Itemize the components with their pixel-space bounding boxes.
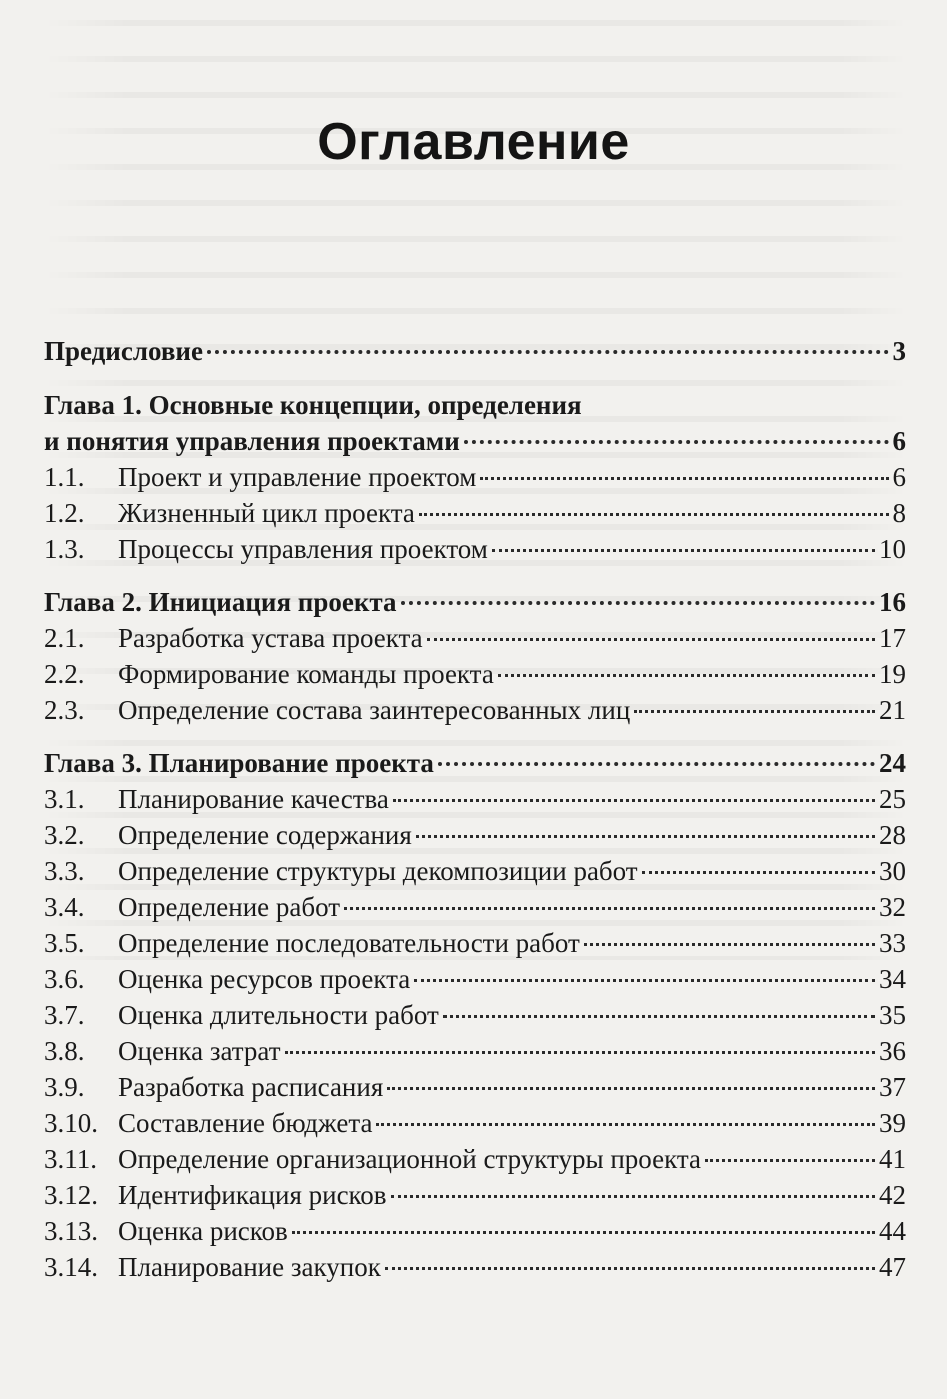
leader-dots	[642, 870, 875, 874]
toc-entry-title: Определение организационной структуры проекта	[118, 1144, 701, 1174]
toc-entry[interactable]	[44, 781, 906, 817]
toc-entry[interactable]	[44, 531, 906, 567]
toc-entry[interactable]	[44, 1033, 906, 1069]
toc-entry-number: 3.14.	[44, 1252, 98, 1282]
leader-dots	[416, 834, 875, 838]
toc-entry-title: Оценка рисков	[118, 1216, 288, 1246]
leader-dots	[464, 439, 889, 444]
toc-entry-number: 3.9.	[44, 1072, 85, 1102]
leader-dots	[387, 1086, 875, 1090]
toc-entry-title: Планирование качества	[118, 784, 389, 814]
toc-entry-title: Определение содержания	[118, 820, 412, 850]
toc-entry-number: 3.2.	[44, 820, 85, 850]
toc-chapter-2[interactable]	[44, 584, 906, 620]
leader-dots	[401, 600, 875, 605]
toc-entry-number: 3.3.	[44, 856, 85, 886]
toc-entry-title: Определение последовательности работ	[118, 928, 580, 958]
toc-entry-page: 42	[879, 1180, 906, 1210]
toc-entry-title: Определение состава заинтересованных лиц	[118, 695, 631, 725]
toc-entry-preface[interactable]	[44, 333, 906, 369]
toc-chapter-title: Глава 3. Планирование проекта	[44, 748, 434, 778]
toc-entry-page: 41	[879, 1144, 906, 1174]
toc-entry-page: 36	[879, 1036, 906, 1066]
toc-entry-title: Процессы управления проектом	[118, 534, 488, 564]
toc-chapter-3[interactable]	[44, 745, 906, 781]
leader-dots	[438, 761, 875, 766]
toc-entry-page: 19	[879, 659, 906, 689]
toc-entry-title: Разработка устава проекта	[118, 623, 423, 653]
toc-entry[interactable]	[44, 997, 906, 1033]
toc-entry[interactable]	[44, 692, 906, 728]
leader-dots	[414, 978, 875, 982]
toc-entry-title: Оценка длительности работ	[118, 1000, 439, 1030]
toc-entry-page: 6	[892, 462, 906, 492]
toc-entry-number: 3.4.	[44, 892, 85, 922]
leader-dots	[292, 1230, 875, 1234]
toc-chapter-page: 24	[879, 748, 906, 778]
toc-entry-number: 1.2.	[44, 498, 85, 528]
toc-chapter-title-line2: и понятия управления проектами	[44, 426, 460, 456]
toc-entry[interactable]	[44, 925, 906, 961]
toc-entry-page: 37	[879, 1072, 906, 1102]
toc-entry-page: 30	[879, 856, 906, 886]
toc-entry[interactable]	[44, 817, 906, 853]
leader-dots	[393, 798, 875, 802]
toc-chapter-title-line1: Глава 1. Основные концепции, определения	[44, 390, 582, 420]
toc-entry-page: 39	[879, 1108, 906, 1138]
toc-entry-page: 44	[879, 1216, 906, 1246]
toc-entry-title: Жизненный цикл проекта	[118, 498, 415, 528]
toc-chapter-title: Глава 2. Инициация проекта	[44, 587, 397, 617]
toc-entry-title: Планирование закупок	[118, 1252, 381, 1282]
toc-entry-title: Определение структуры декомпозиции работ	[118, 856, 638, 886]
toc-entry[interactable]	[44, 656, 906, 692]
leader-dots	[584, 942, 875, 946]
toc-entry-page: 33	[879, 928, 906, 958]
toc-entry-number: 3.12.	[44, 1180, 98, 1210]
toc-entry-number: 3.8.	[44, 1036, 85, 1066]
leader-dots	[480, 476, 888, 480]
toc-entry-page: 17	[879, 623, 906, 653]
toc-entry-page: 25	[879, 784, 906, 814]
toc-entry-number: 3.7.	[44, 1000, 85, 1030]
leader-dots	[419, 512, 889, 516]
toc-entry-number: 3.11.	[44, 1144, 97, 1174]
toc-entry-page: 34	[879, 964, 906, 994]
toc-entry-title: Определение работ	[118, 892, 341, 922]
leader-dots	[285, 1050, 876, 1054]
leader-dots	[498, 673, 875, 677]
toc-entry-page: 35	[879, 1000, 906, 1030]
leader-dots	[344, 906, 875, 910]
toc-entry[interactable]	[44, 1141, 906, 1177]
toc-entry-title: Идентификация рисков	[118, 1180, 387, 1210]
toc-entry[interactable]	[44, 961, 906, 997]
table-of-contents	[44, 333, 906, 1285]
toc-entry-page: 28	[879, 820, 906, 850]
toc-entry-number: 2.2.	[44, 659, 85, 689]
toc-chapter-page: 6	[892, 426, 906, 456]
leader-dots	[443, 1014, 875, 1018]
toc-entry[interactable]	[44, 495, 906, 531]
leader-dots	[391, 1194, 875, 1198]
toc-chapter-1[interactable]	[44, 387, 906, 459]
toc-entry-title: Оценка ресурсов проекта	[118, 964, 411, 994]
toc-entry-page: 47	[879, 1252, 906, 1282]
toc-entry-number: 3.13.	[44, 1216, 98, 1246]
leader-dots	[705, 1158, 875, 1162]
toc-entry-number: 1.1.	[44, 462, 85, 492]
toc-entry-page: 21	[879, 695, 906, 725]
leader-dots	[634, 709, 875, 713]
toc-entry-page: 10	[879, 534, 906, 564]
leader-dots	[492, 548, 875, 552]
leader-dots	[207, 349, 889, 354]
toc-entry[interactable]	[44, 853, 906, 889]
toc-chapter-page: 16	[879, 587, 906, 617]
toc-entry-number: 2.1.	[44, 623, 85, 653]
toc-entry-title: Проект и управление проектом	[118, 462, 477, 492]
toc-entry[interactable]	[44, 1213, 906, 1249]
leader-dots	[376, 1122, 875, 1126]
toc-entry-title: Оценка затрат	[118, 1036, 281, 1066]
toc-entry-number: 3.5.	[44, 928, 85, 958]
toc-entry-number: 3.1.	[44, 784, 85, 814]
toc-entry-title: Разработка расписания	[118, 1072, 384, 1102]
leader-dots	[427, 637, 875, 641]
toc-entry-page: 32	[879, 892, 906, 922]
toc-entry-title: Составление бюджета	[118, 1108, 373, 1138]
toc-entry-number: 3.10.	[44, 1108, 98, 1138]
toc-entry-page: 8	[892, 498, 906, 528]
toc-entry[interactable]	[44, 1105, 906, 1141]
toc-entry-title: Формирование команды проекта	[118, 659, 494, 689]
toc-entry[interactable]	[44, 1069, 906, 1105]
page-title: Оглавление	[317, 113, 630, 171]
toc-entry-number: 2.3.	[44, 695, 85, 725]
toc-entry-page: 3	[892, 336, 906, 366]
toc-entry-number: 1.3.	[44, 534, 85, 564]
toc-entry[interactable]	[44, 1249, 906, 1285]
toc-entry[interactable]	[44, 889, 906, 925]
toc-entry-title: Предисловие	[44, 336, 203, 366]
leader-dots	[385, 1266, 875, 1270]
toc-entry[interactable]	[44, 459, 906, 495]
toc-entry[interactable]	[44, 620, 906, 656]
toc-entry-number: 3.6.	[44, 964, 85, 994]
toc-entry[interactable]	[44, 1177, 906, 1213]
